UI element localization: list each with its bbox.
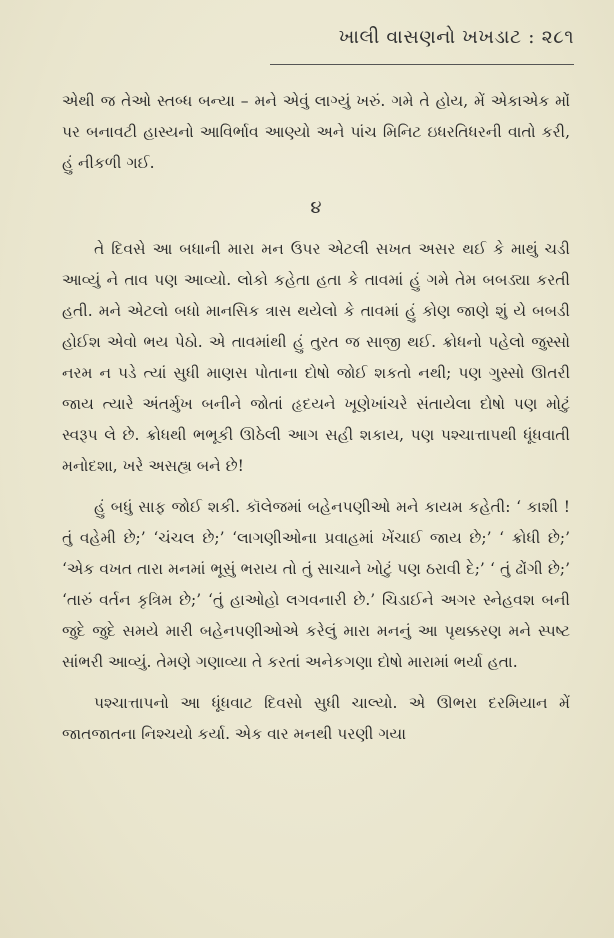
body-text bbox=[62, 86, 570, 750]
section-number: ૪ bbox=[310, 197, 322, 218]
paragraph-4: પશ્ચાત્તાપનો આ ધૂંધવાટ દિવસો સુધી ચાલ્યો. એ ઊભરા દરમિયાન મેં જાતજાતના નિશ્ચયો કર્યા. એક વાર મનથી પરણી ગયા bbox=[62, 694, 570, 743]
running-head: ખાલી વાસણનો ખખડાટ : ૨૮૧ bbox=[338, 26, 574, 48]
paragraph-1: એથી જ તેઓ સ્તબ્ધ બન્યા – મને એવું લાગ્યું ખરું. ગમે તે હોય, મેં એકાએક મોં પર બનાવટી હાસ્યનો આવિર્ભાવ આણ્યો અને પાંચ મિનિટ ઇધરતિધરની વાતો કરી, હું નીકળી ગઈ. bbox=[62, 92, 570, 172]
header-rule bbox=[270, 64, 574, 65]
paragraph-2: તે દિવસે આ બધાની મારા મન ઉપર એટલી સખત અસર થઈ કે માથું ચડી આવ્યું ને તાવ પણ આવ્યો. લોકો કહેતા હતા કે તાવમાં હું ગમે તેમ બબડ્યા કરતી હતી. મને એટલો બધો માનસિક ત્રાસ થયેલો કે તાવમાં હું કોણ જાણે શું યે બબડી હોઈશ એવો ભય પેઠો. એ તાવમાંથી હું તુરત જ સાજી થઈ. ક્રોધનો પહેલો જુસ્સો નરમ ન પડે ત્યાં સુધી માણસ પોતાના દોષો જોઈ શકતો નથી; પણ ગુસ્સો ઊતરી જાય ત્યારે અંતર્મુખ બનીને જોતાં હૃદયને ખૂણેખાંચરે સંતાયેલા દોષો પણ મોટું સ્વરૂપ લે છે. ક્રોધથી ભભૂકી ઊઠેલી આગ સહી શકાય, પણ પશ્ચાત્તાપથી ધૂંધવાતી મનોદશા, ખરે અસહ્ય બને છે! bbox=[62, 240, 570, 475]
paragraph-3: હું બધું સાફ જોઈ શકી. કૉલેજમાં બહેનપણીઓ મને કાયમ કહેતી: ‘ કાશી ! તું વહેમી છે;’ ‘ચંચલ છે;’ ‘લાગણીઓના પ્રવાહમાં ખેંચાઈ જાય છે;’ ‘ ક્રોધી છે;’ ‘એક વખત તારા મનમાં ભૂસું ભરાય તો તું સાચાને ખોટું પણ ઠરાવી દે;’ ‘ તું ઢોંગી છે;’ ‘તારું વર્તન કૃત્રિમ છે;’ ‘તું હાઓહો લગવનારી છે.’ ચિડાઈને અગર સ્નેહવશ બની જુદે જુદે સમયે મારી બહેનપણીઓએ કરેલું મારા મનનું આ પૃથક્કરણ મને સ્પષ્ટ સાંભરી આવ્યું. તેમણે ગણાવ્યા તે કરતાં અનેકગણા દોષો મારામાં ભર્યા હતા. bbox=[62, 498, 570, 671]
